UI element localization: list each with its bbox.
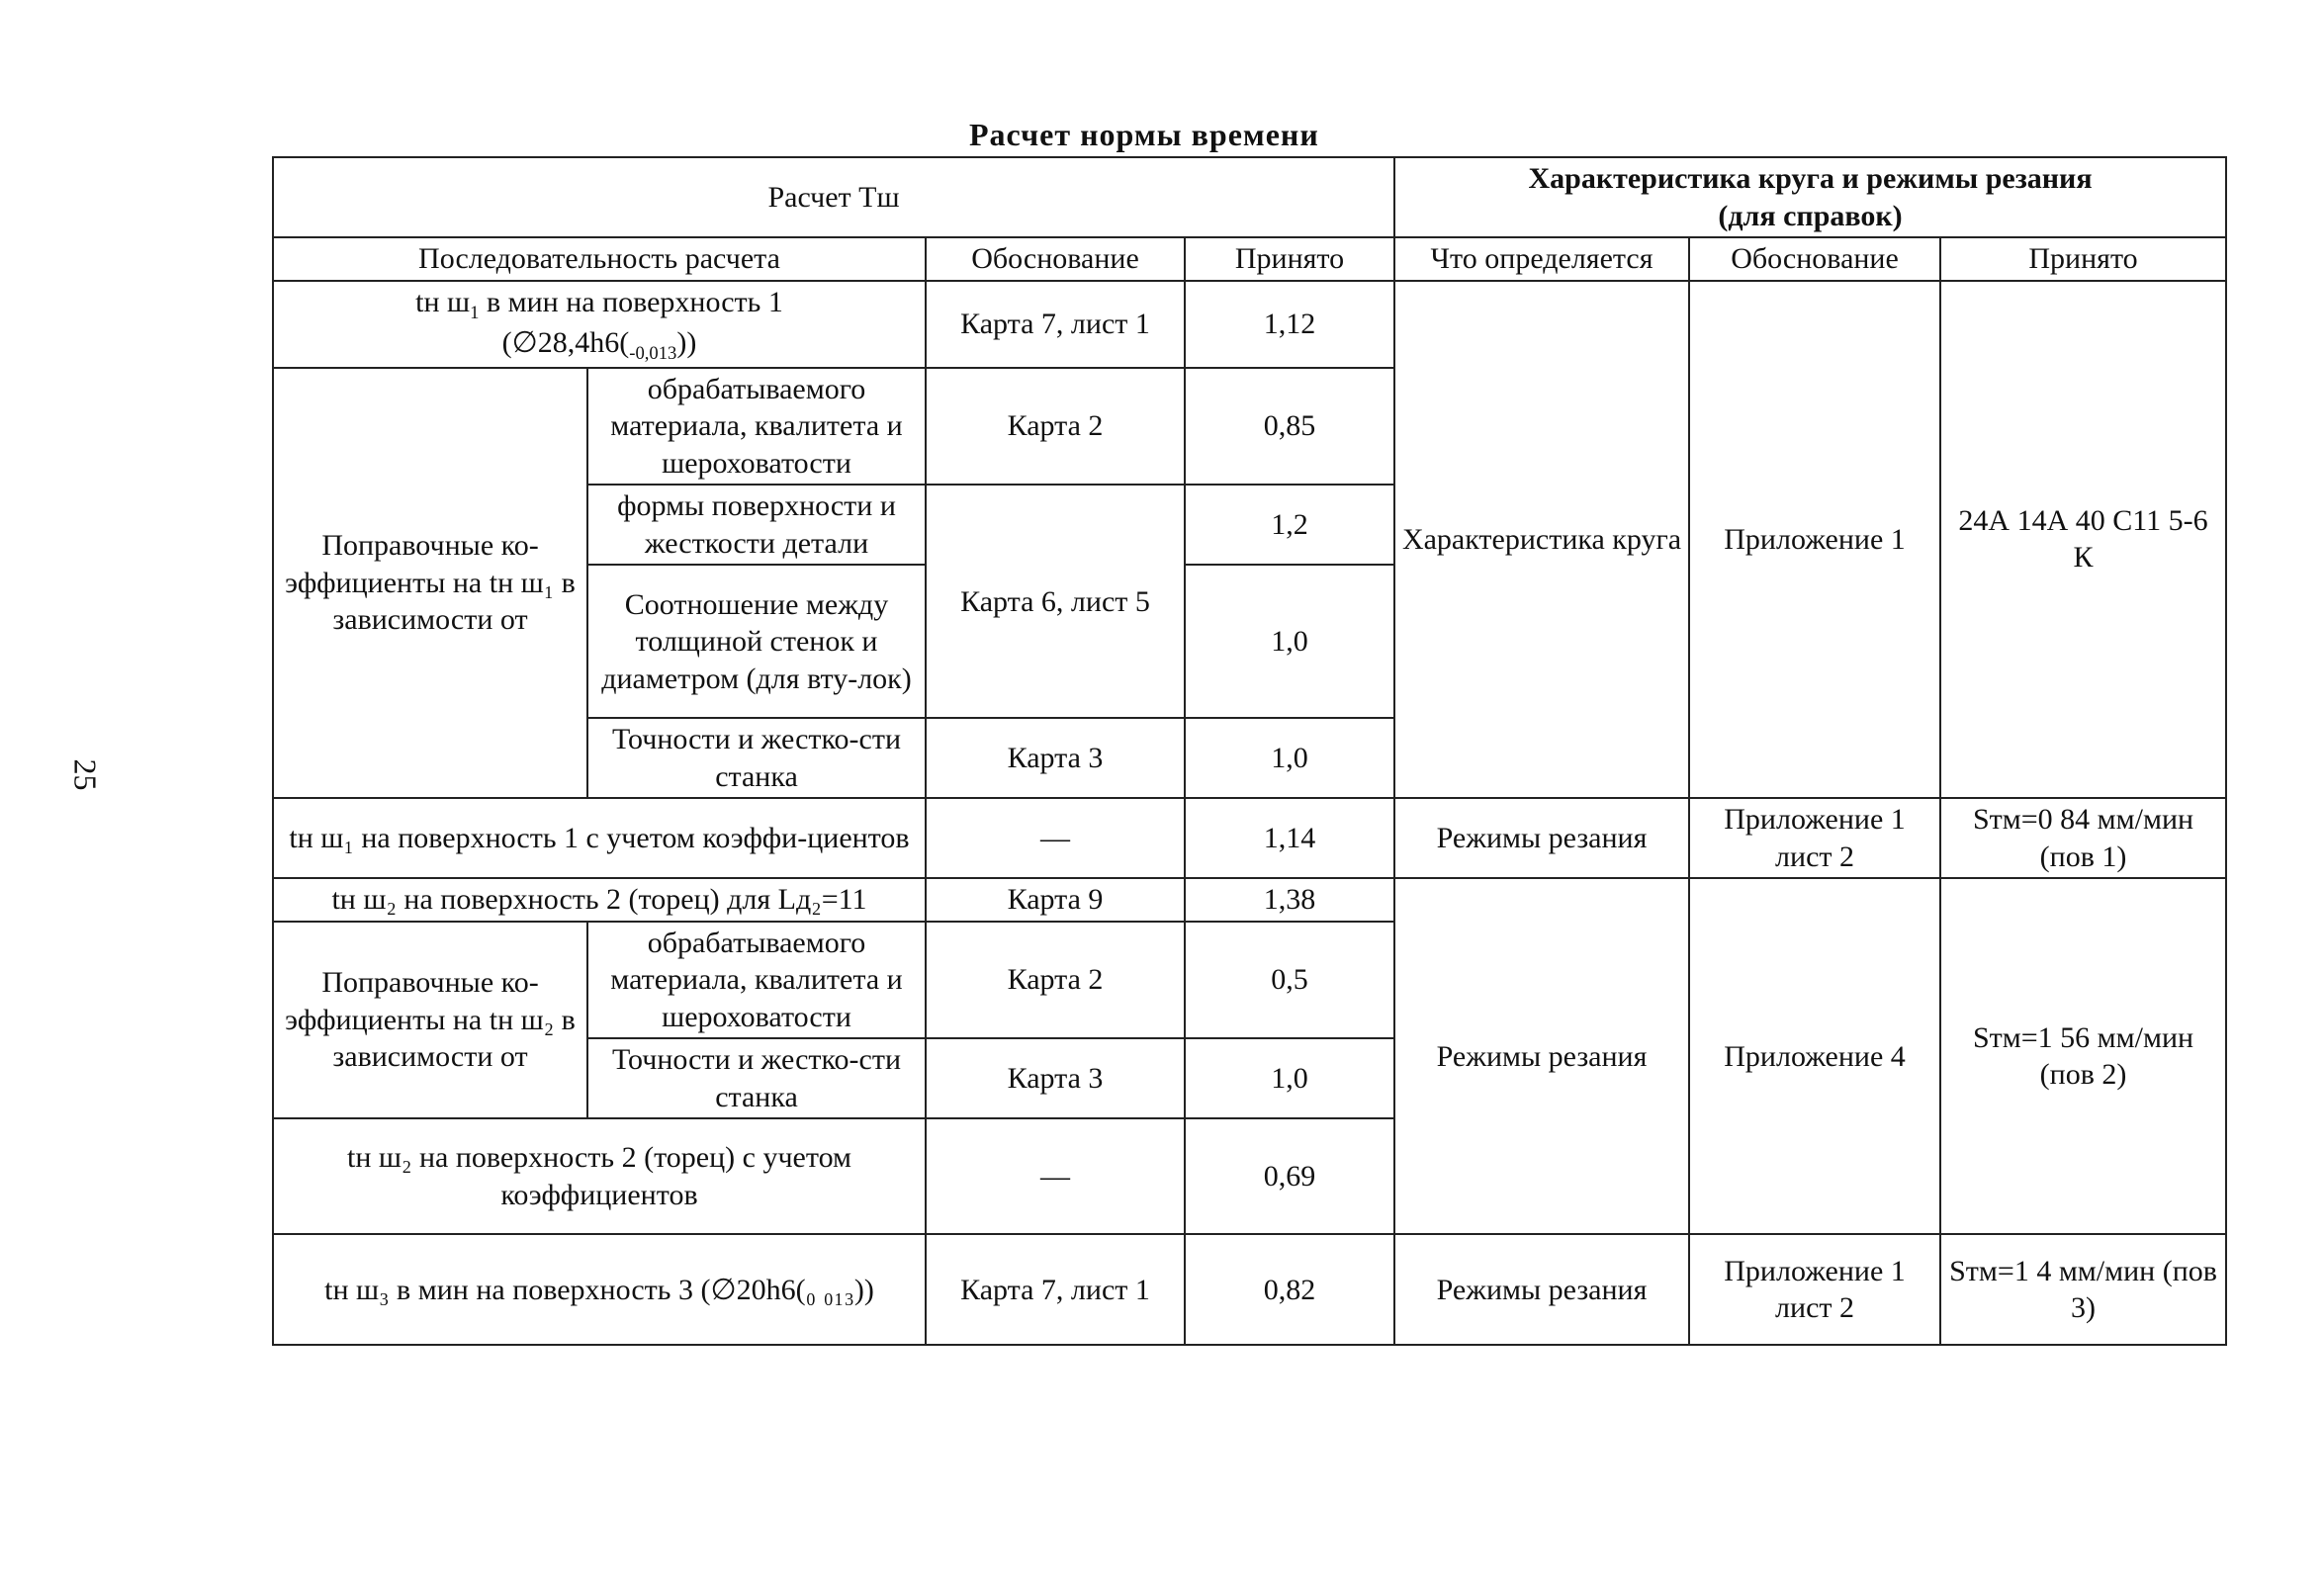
step-cell: tн ш₁ на поверхность 1 с учетом коэффи-циентов [273,798,926,878]
factor-cell: Соотношение между толщиной стенок и диаметром (для вту-лок) [587,565,926,718]
ref-accepted-cell: Sтм=1 4 мм/мин (пов 3) [1940,1234,2226,1345]
step-cell: tн ш₃ в мин на поверхность 3 (∅20h6(₀ ₀₁₃)) [273,1234,926,1345]
factor-cell: Точности и жестко-сти станка [587,1038,926,1118]
step-cell: tн $ш_1$ в мин на поверхность 1 $(\emptyset 28,4h6(_{-0,013}))$ [273,281,926,368]
basis-cell: Карта 7, лист 1 [926,1234,1185,1345]
factor-cell: обрабатываемого материала, квалитета и шероховатости [587,368,926,486]
value-cell: 1,0 [1185,718,1394,798]
col-header-basis-2: Обоснование [1689,237,1940,281]
ref-basis-cell: Приложение 1 лист 2 [1689,798,1940,878]
table-row [273,281,2226,368]
factor-cell: обрабатываемого материала, квалитета и шероховатости [587,922,926,1039]
ref-what-cell: Режимы резания [1394,798,1689,878]
value-cell: 1,0 [1185,1038,1394,1118]
value-cell: 0,85 [1185,368,1394,486]
page-title: Расчет нормы времени [969,117,1319,152]
ref-basis-cell: Приложение 1 лист 2 [1689,1234,1940,1345]
basis-cell: Карта 2 [926,922,1185,1039]
factor-cell: формы поверхности и жесткости детали [587,485,926,565]
ref-basis-cell: Приложение 4 [1689,878,1940,1234]
basis-cell: Карта 3 [926,1038,1185,1118]
value-cell: 0,5 [1185,922,1394,1039]
correction-label: Поправочные ко-эффициенты на tн ш₁ в зависимости от [273,368,587,799]
step-cell: tн ш₂ на поверхность 2 (торец) с учетом коэффициентов [273,1118,926,1234]
value-cell: 0,82 [1185,1234,1394,1345]
basis-cell: Карта 2 [926,368,1185,486]
step-cell: tн ш₂ на поверхность 2 (торец) для Lд₂=11 [273,878,926,922]
col-header-basis: Обоснование [926,237,1185,281]
ref-what-cell: Режимы резания [1394,1234,1689,1345]
ref-accepted-cell: Sтм=1 56 мм/мин (пов 2) [1940,878,2226,1234]
group-header-right: Характеристика круга и режимы резания (для справок) [1394,157,2226,237]
basis-cell: — [926,1118,1185,1234]
basis-cell: Карта 3 [926,718,1185,798]
ref-basis-cell: Приложение 1 [1689,281,1940,799]
value-cell: 1,0 [1185,565,1394,718]
basis-cell: Карта 9 [926,878,1185,922]
group-header-left: Расчет Тш [273,157,1394,237]
factor-cell: Точности и жестко-сти станка [587,718,926,798]
value-cell: 0,69 [1185,1118,1394,1234]
time-norm-table [272,156,2227,1346]
value-cell: 1,12 [1185,281,1394,368]
basis-cell: Карта 6, лист 5 [926,485,1185,718]
correction-label: Поправочные ко-эффициенты на tн ш₂ в зависимости от [273,922,587,1119]
col-header-sequence: Последовательность расчета [273,237,926,281]
ref-what-cell: Режимы резания [1394,878,1689,1234]
ref-what-cell: Характеристика круга [1394,281,1689,799]
basis-cell: — [926,798,1185,878]
col-header-accepted: Принято [1185,237,1394,281]
table-row [273,878,2226,922]
value-cell: 1,2 [1185,485,1394,565]
ref-accepted-cell: Sтм=0 84 мм/мин (пов 1) [1940,798,2226,878]
col-header-what: Что определяется [1394,237,1689,281]
value-cell: 1,38 [1185,878,1394,922]
ref-accepted-cell: 24А 14А 40 С11 5-6 К [1940,281,2226,799]
table-row [273,798,2226,878]
page-number: 25 [67,758,104,791]
table-row [273,1234,2226,1345]
col-header-accepted-2: Принято [1940,237,2226,281]
basis-cell: Карта 7, лист 1 [926,281,1185,368]
value-cell: 1,14 [1185,798,1394,878]
